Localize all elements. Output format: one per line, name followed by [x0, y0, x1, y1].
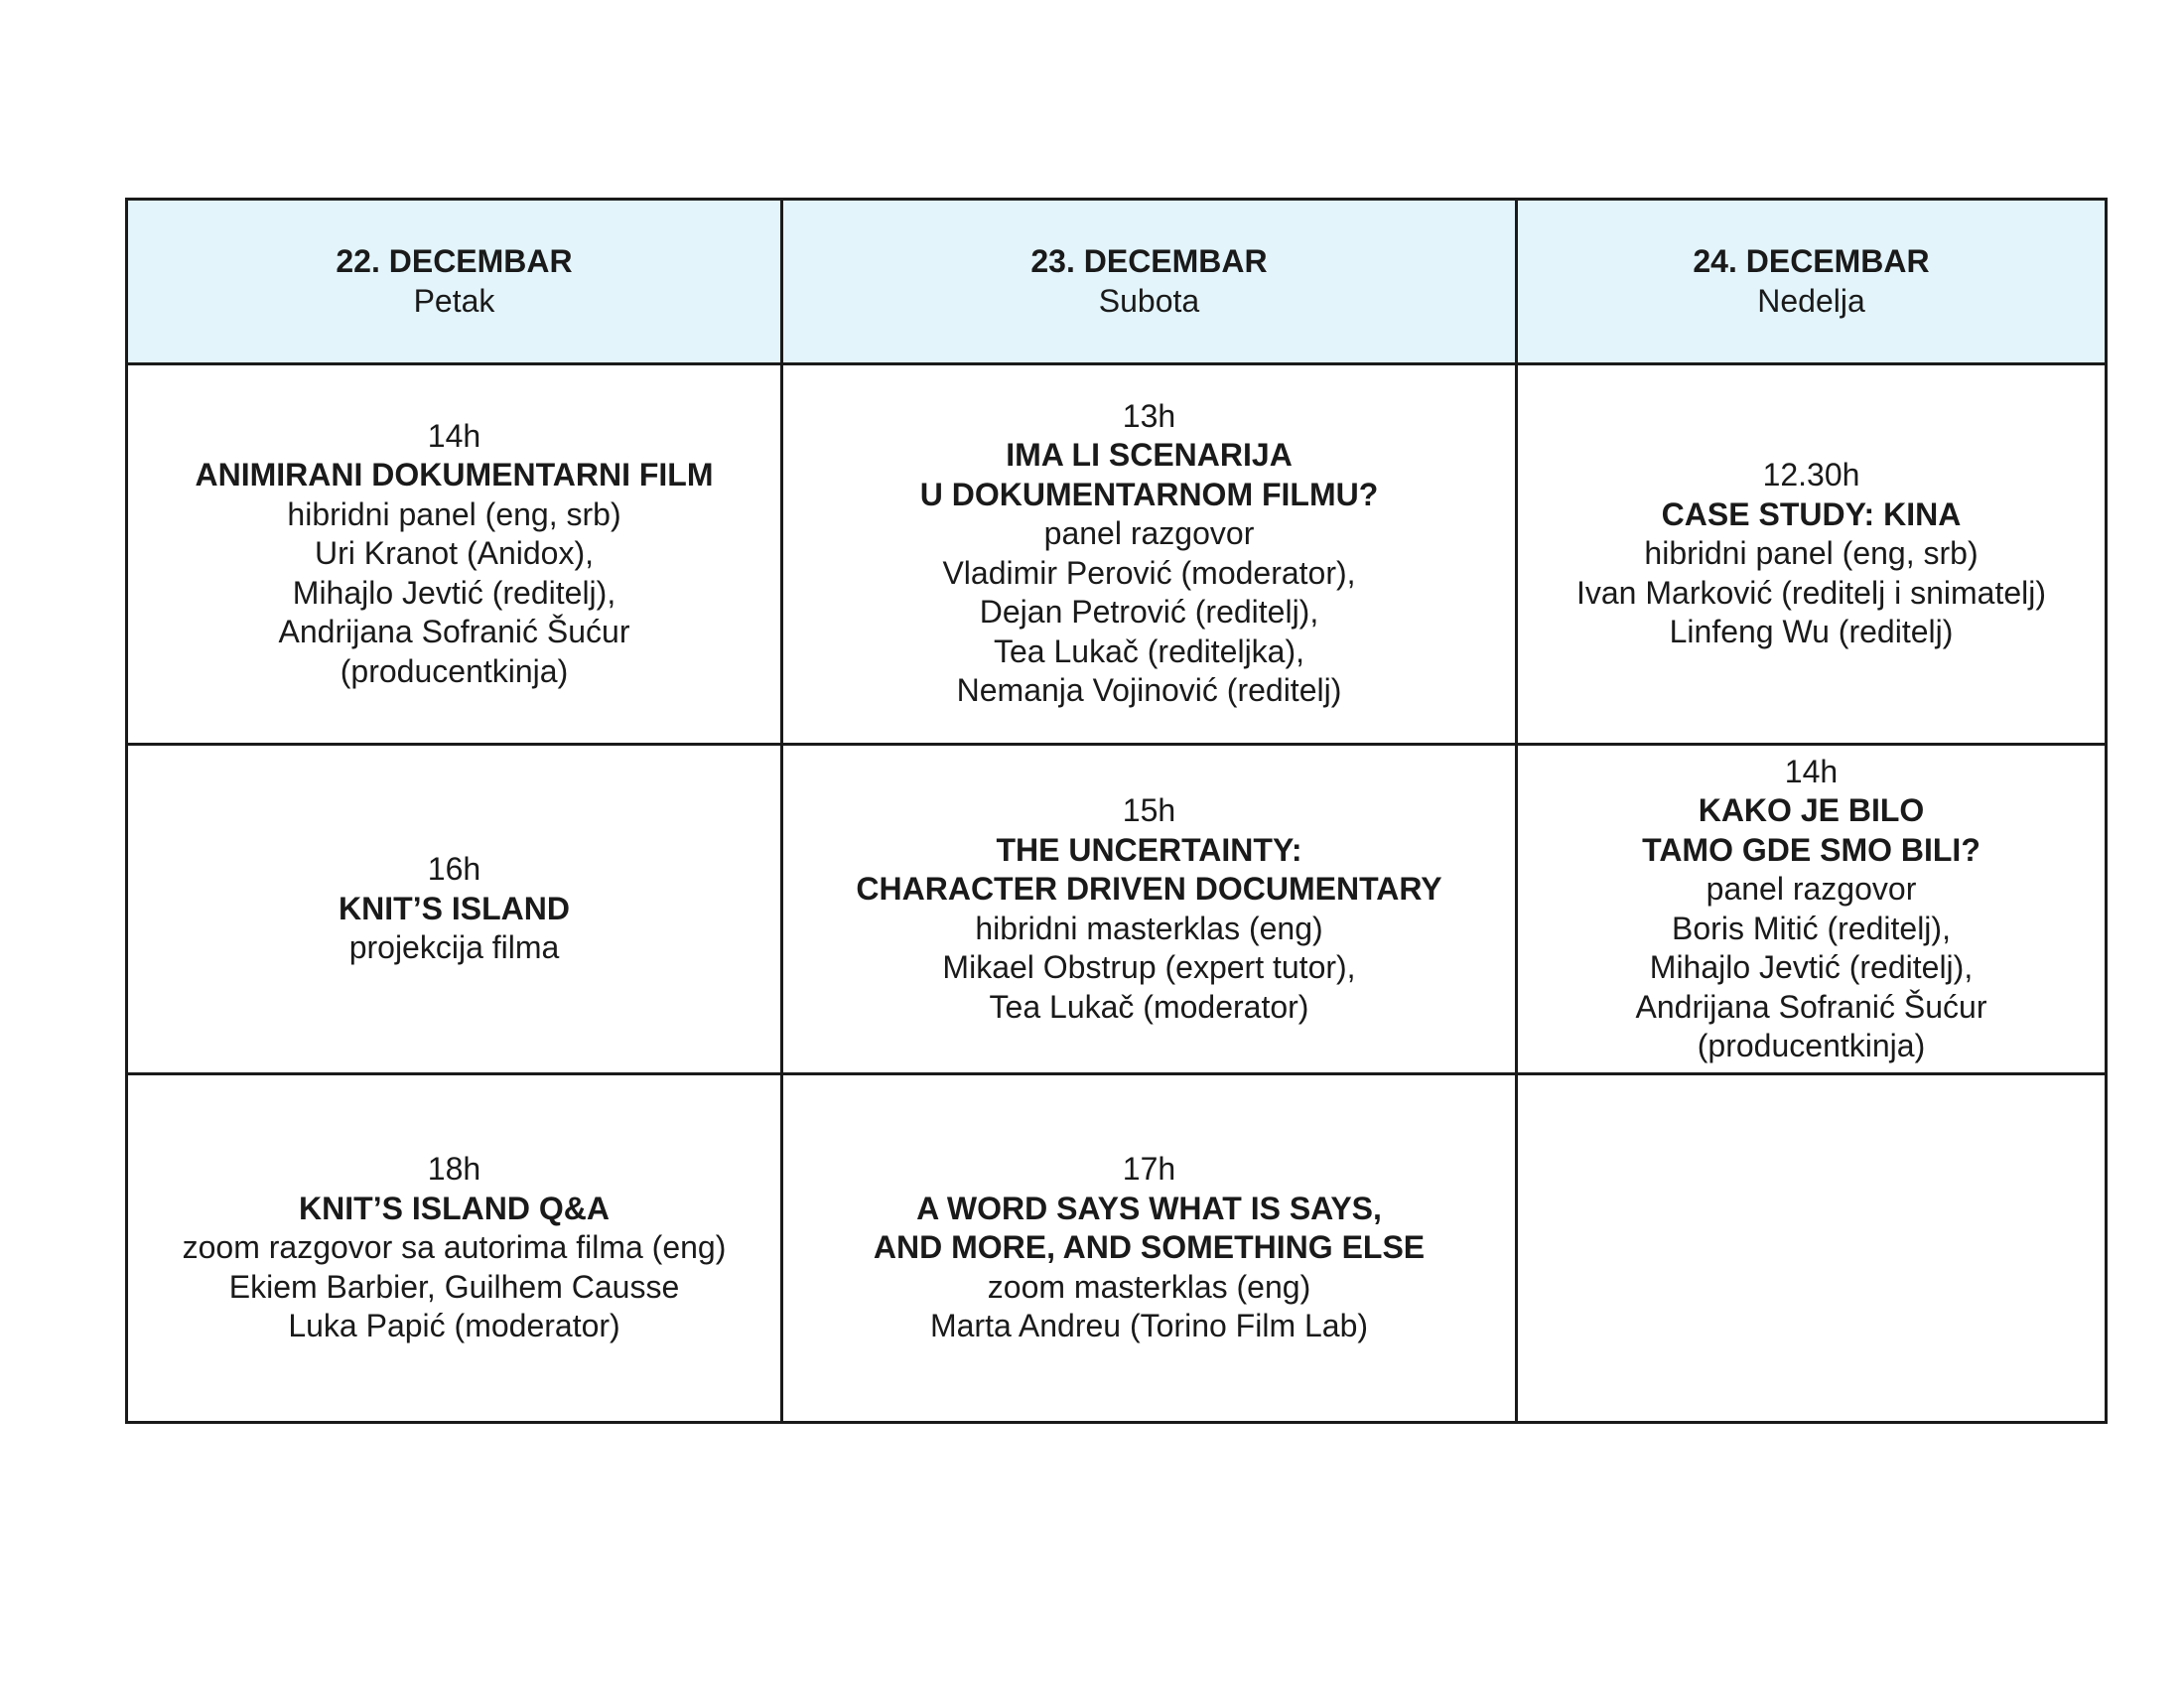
event-detail: Linfeng Wu (reditelj)	[1669, 614, 1954, 650]
event-cell	[782, 1074, 1517, 1423]
event-cell	[127, 744, 782, 1074]
event-title: AND MORE, AND SOMETHING ELSE	[873, 1229, 1426, 1266]
schedule-row-3	[127, 1074, 2107, 1423]
event-detail: Nemanja Vojinović (reditelj)	[956, 672, 1342, 709]
event-time: 13h	[1122, 397, 1176, 434]
day-weekday: Subota	[1098, 282, 1200, 319]
event-time: 18h	[427, 1151, 481, 1188]
event-detail: panel razgovor	[1706, 871, 1917, 907]
event-cell	[782, 744, 1517, 1074]
event-detail: Andrijana Sofranić Šućur	[278, 614, 630, 650]
day-header-2	[782, 200, 1517, 364]
event-detail: Vladimir Perović (moderator),	[942, 554, 1356, 591]
schedule-row-2	[127, 744, 2107, 1074]
event-cell	[127, 1074, 782, 1423]
event-time: 14h	[427, 417, 481, 454]
event-detail: Uri Kranot (Anidox),	[315, 535, 594, 572]
day-date: 24. DECEMBAR	[1693, 243, 1930, 279]
event-time: 17h	[1122, 1151, 1176, 1188]
event-detail: hibridni masterklas (eng)	[975, 910, 1323, 946]
day-date: 23. DECEMBAR	[1030, 243, 1268, 279]
event-detail: Marta Andreu (Torino Film Lab)	[929, 1308, 1369, 1344]
event-detail: Mihajlo Jevtić (reditelj),	[292, 574, 616, 611]
event-title: KNIT’S ISLAND Q&A	[299, 1190, 610, 1226]
event-detail: projekcija filma	[348, 929, 560, 966]
event-title: KNIT’S ISLAND	[339, 890, 570, 926]
event-detail: zoom razgovor sa autorima filma (eng)	[182, 1229, 727, 1266]
event-title: ANIMIRANI DOKUMENTARNI FILM	[195, 457, 714, 493]
event-time: 14h	[1784, 753, 1839, 789]
event-detail: Mikael Obstrup (expert tutor),	[942, 949, 1356, 985]
event-title: A WORD SAYS WHAT IS SAYS,	[916, 1190, 1382, 1226]
event-title: THE UNCERTAINTY:	[996, 831, 1302, 868]
header-row	[127, 200, 2107, 364]
event-detail: Ekiem Barbier, Guilhem Causse	[228, 1268, 680, 1305]
day-weekday: Nedelja	[1757, 282, 1865, 319]
event-detail: zoom masterklas (eng)	[987, 1268, 1311, 1305]
day-header-1	[127, 200, 782, 364]
event-detail: Dejan Petrović (reditelj),	[979, 594, 1319, 631]
event-detail: Tea Lukač (moderator)	[989, 988, 1309, 1025]
event-time: 15h	[1122, 792, 1176, 828]
event-detail: Ivan Marković (reditelj i snimatelj)	[1575, 574, 2046, 611]
event-detail: panel razgovor	[1043, 515, 1255, 552]
day-header-3	[1517, 200, 2107, 364]
schedule-row-1	[127, 364, 2107, 745]
event-title: U DOKUMENTARNOM FILMU?	[919, 476, 1379, 512]
day-date: 22. DECEMBAR	[336, 243, 573, 279]
event-title: TAMO GDE SMO BILI?	[1642, 831, 1980, 868]
event-detail: Tea Lukač (rediteljka),	[993, 633, 1305, 669]
event-title: IMA LI SCENARIJA	[1006, 437, 1293, 474]
event-time: 12.30h	[1762, 457, 1860, 493]
event-detail: Mihajlo Jevtić (reditelj),	[1649, 949, 1974, 985]
event-cell	[1517, 364, 2107, 745]
event-detail: hibridni panel (eng, srb)	[1644, 535, 1979, 572]
event-detail: hibridni panel (eng, srb)	[287, 495, 621, 532]
schedule-table	[125, 198, 2108, 1424]
event-cell	[782, 364, 1517, 745]
day-weekday: Petak	[413, 282, 495, 319]
event-detail: Boris Mitić (reditelj),	[1672, 910, 1951, 946]
event-detail: (producentkinja)	[1697, 1028, 1926, 1063]
event-title: CHARACTER DRIVEN DOCUMENTARY	[856, 871, 1442, 907]
event-detail: Luka Papić (moderator)	[288, 1308, 620, 1344]
empty-cell	[1517, 1074, 2107, 1423]
event-title: CASE STUDY: KINA	[1661, 495, 1962, 532]
event-detail: (producentkinja)	[340, 652, 569, 689]
event-cell	[1517, 744, 2107, 1074]
event-cell	[127, 364, 782, 745]
event-title: KAKO JE BILO	[1698, 792, 1925, 828]
event-time: 16h	[427, 851, 481, 888]
event-detail: Andrijana Sofranić Šućur	[1635, 988, 1987, 1025]
